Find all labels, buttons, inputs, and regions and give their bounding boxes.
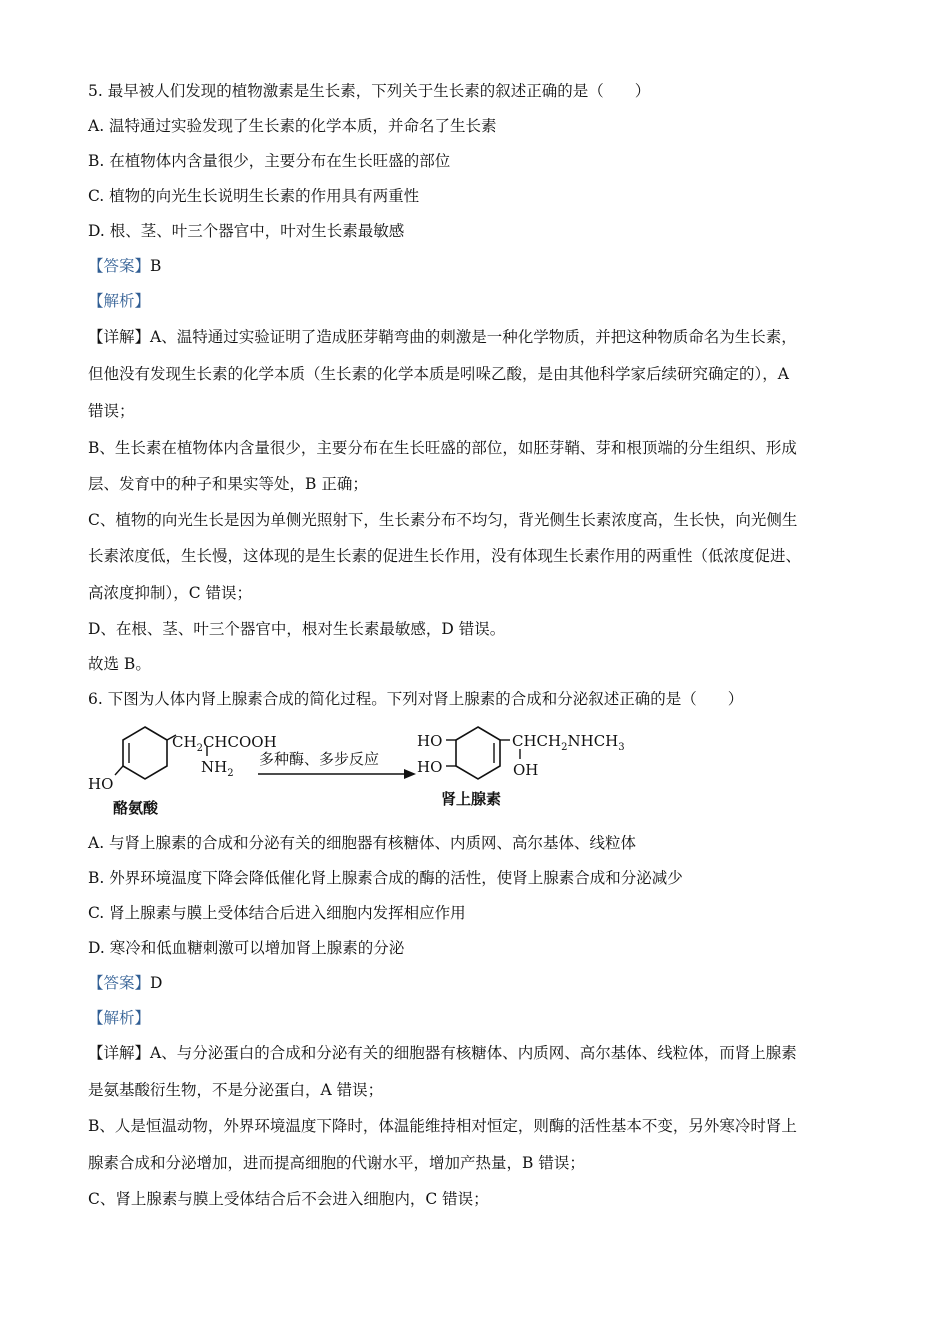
- tyrosine-nh2: $NH_2$: [201, 758, 234, 779]
- q5-detail-line-6: C、植物的向光生长是因为单侧光照射下，生长素分布不均匀，背光侧生长素浓度高，生长快，向光侧生: [88, 511, 798, 529]
- q5-detail-line-2: 但他没有发现生长素的化学本质（生长素的化学本质是吲哚乙酸，是由其他科学家后续研究确定的），A: [88, 365, 789, 383]
- q5-option-b: B. 在植物体内含量很少，主要分布在生长旺盛的部位: [88, 152, 451, 170]
- q6-analysis-tag: 【解析】: [88, 1009, 151, 1027]
- q6-answer-tag: 【答案】: [88, 974, 151, 992]
- q6-detail-text-1: A、与分泌蛋白的合成和分泌有关的细胞器有核糖体、内质网、高尔基体、线粒体，而肾上腺素: [150, 1044, 797, 1062]
- q5-option-a: A. 温特通过实验发现了生长素的化学本质，并命名了生长素: [88, 117, 497, 135]
- q5-detail-line-7: 长素浓度低，生长慢，这体现的是生长素的促进生长作用，没有体现生长素作用的两重性（低浓度促进、: [88, 547, 802, 565]
- q5-detail-line-4: B、生长素在植物体内含量很少，主要分布在生长旺盛的部位，如胚芽鞘、芽和根顶端的分生组织、形成: [88, 439, 797, 457]
- q6-detail-line-3: B、人是恒温动物，外界环境温度下降时，体温能维持相对恒定，则酶的活性基本不变，另外寒冷时肾上: [88, 1117, 797, 1135]
- q5-answer-tag: 【答案】: [88, 257, 151, 275]
- q5-detail-line-3: 错误；: [88, 402, 135, 420]
- q6-detail-line-2: 是氨基酸衍生物，不是分泌蛋白，A 错误；: [88, 1081, 384, 1099]
- q5-detail-line-1: [88, 326, 797, 348]
- q6-detail-line-5: C、肾上腺素与膜上受体结合后不会进入细胞内，C 错误；: [88, 1190, 489, 1208]
- q6-answer: D: [150, 974, 163, 992]
- q5-option-d: D. 根、茎、叶三个器官中，叶对生长素最敏感: [88, 222, 405, 240]
- q5-stem: 5. 最早被人们发现的植物激素是生长素，下列关于生长素的叙述正确的是（ ）: [88, 82, 651, 100]
- q5-option-c: C. 植物的向光生长说明生长素的作用具有两重性: [88, 187, 420, 205]
- q5-answer-line: [88, 255, 161, 277]
- adrenaline-side-chain: $CHCH_2NHCH_3$: [512, 732, 625, 753]
- tyrosine-ho: HO: [88, 775, 114, 793]
- q5-detail-text-1: A、温特通过实验证明了造成胚芽鞘弯曲的刺激是一种化学物质，并把这种物质命名为生长素，: [150, 328, 797, 346]
- q5-conclusion: 故选 B。: [88, 655, 151, 673]
- q6-option-d: D. 寒冷和低血糖刺激可以增加肾上腺素的分泌: [88, 939, 405, 957]
- q6-answer-line: [88, 972, 162, 994]
- q6-stem: 6. 下图为人体内肾上腺素合成的简化过程。下列对肾上腺素的合成和分泌叙述正确的是（ ）: [88, 690, 744, 708]
- q5-analysis-tag: 【解析】: [88, 292, 151, 310]
- q5-detail-line-5: 层、发育中的种子和果实等处，B 正确；: [88, 475, 368, 493]
- adrenaline-name: 肾上腺素: [441, 790, 502, 808]
- q5-detail-tag: 【详解】: [88, 328, 151, 346]
- tyrosine-ho-bond: [115, 766, 123, 775]
- q6-option-c: C. 肾上腺素与膜上受体结合后进入细胞内发挥相应作用: [88, 904, 466, 922]
- reaction-label: 多种酶、多步反应: [259, 750, 380, 768]
- synthesis-svg: [88, 722, 648, 820]
- q6-option-b: B. 外界环境温度下降会降低催化肾上腺素合成的酶的活性，使肾上腺素合成和分泌减少: [88, 869, 683, 887]
- q6-detail-line-4: 腺素合成和分泌增加，进而提高细胞的代谢水平，增加产热量，B 错误；: [88, 1154, 585, 1172]
- tyrosine-side-chain: $CH_2CHCOOH$: [172, 733, 277, 754]
- adrenaline-ho-2: HO: [417, 758, 443, 776]
- adrenaline-oh: OH: [513, 761, 539, 779]
- synthesis-diagram: [88, 722, 648, 820]
- q6-option-a: A. 与肾上腺素的合成和分泌有关的细胞器有核糖体、内质网、高尔基体、线粒体: [88, 834, 637, 852]
- tyrosine-name: 酪氨酸: [113, 799, 159, 817]
- reaction-arrowhead: [404, 769, 416, 779]
- adrenaline-ho-1: HO: [417, 732, 443, 750]
- q5-answer: B: [150, 257, 162, 275]
- q6-detail-line-1: [88, 1042, 797, 1064]
- q5-detail-line-9: D、在根、茎、叶三个器官中，根对生长素最敏感，D 错误。: [88, 620, 506, 638]
- q6-detail-tag: 【详解】: [88, 1044, 151, 1062]
- q5-detail-line-8: 高浓度抑制），C 错误；: [88, 584, 253, 602]
